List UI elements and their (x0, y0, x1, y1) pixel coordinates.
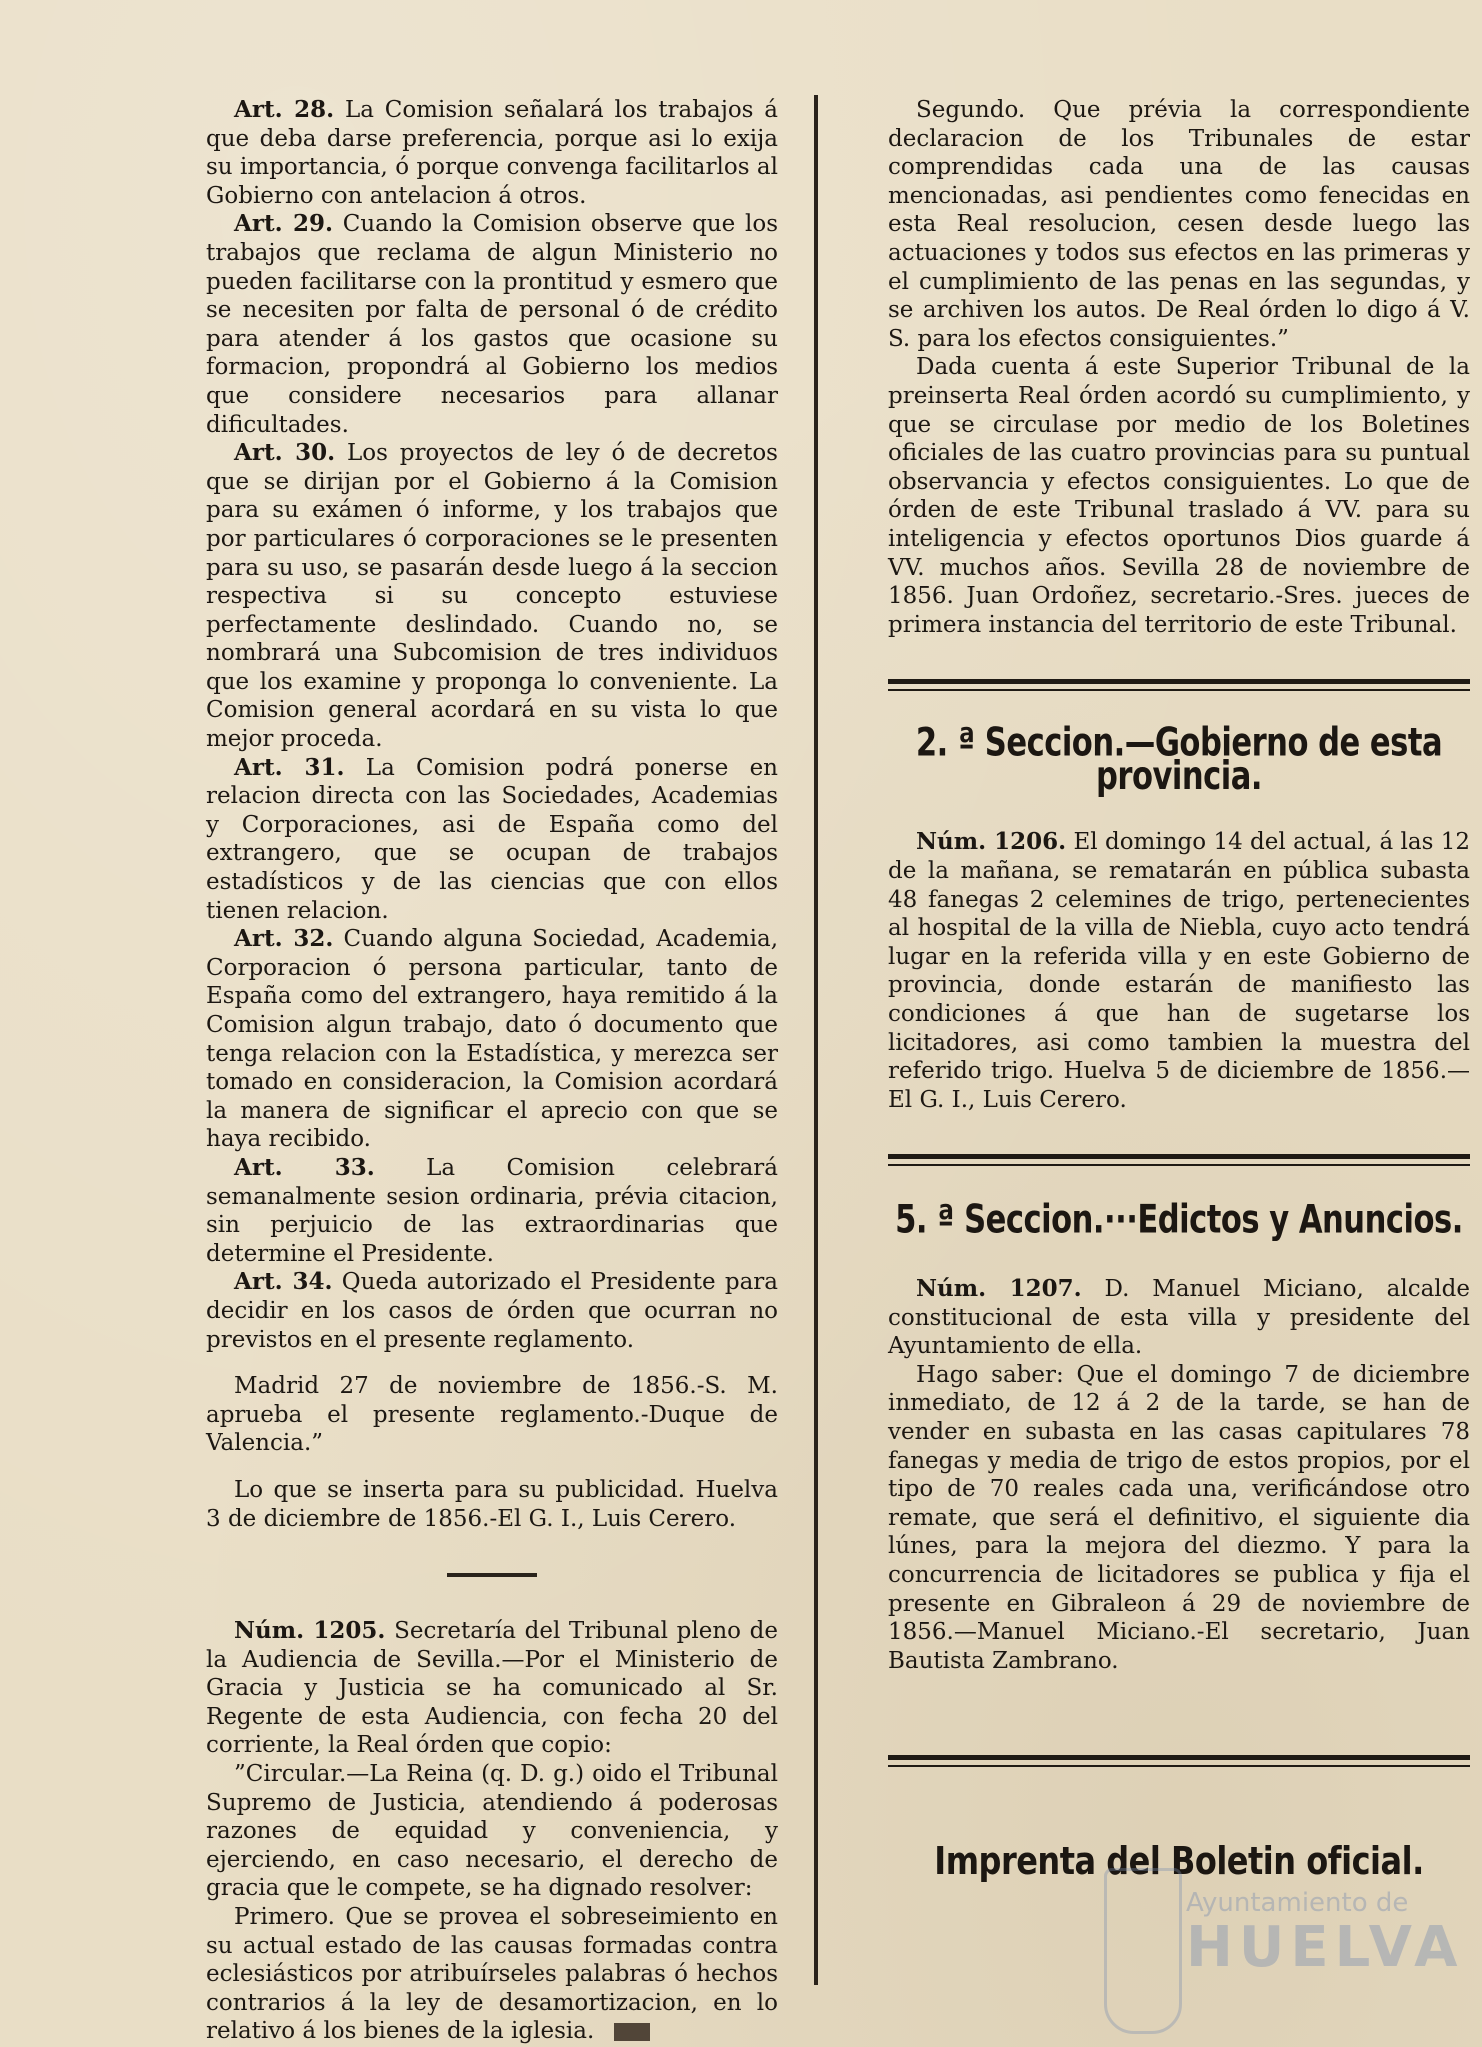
dada-cuenta-text: Dada cuenta á este Superior Tribunal de la preinserta Real órden acordó su cumplimiento, y que se circulase por medio de los Boletines oficiales de las cuatro provincias para su puntual observancia y efectos consiguientes. Lo que de órden de este Tribunal traslado á VV. para su inteligencia y efectos oportunos Dios guarde á VV. muchos años. Sevilla 28 de noviembre de 1856. Juan Ordoñez, secretario.-Sres. jueces de primera instancia del territorio de este Tribunal. (888, 354, 1470, 638)
section-5-title: 5. ª Seccion.···Edictos y Anuncios. (895, 1197, 1463, 1244)
section-rule (888, 679, 1470, 691)
notice-text: El domingo 14 del actual, á las 12 de la mañana, se rematarán en pública subasta 48 fanegas 2 celemines de trigo, pertenecientes al hospital de la villa de Niebla, cuyo acto tendrá lugar en la referida villa y en este Gobierno de provincia, donde estarán de manifiesto las condiciones á que han de sugetarse los licitadores, asi como tambien la muestra del referido trigo. Huelva 5 de diciembre de 1856.—El G. I., Luis Cerero. (888, 829, 1470, 1113)
segundo-text: Segundo. Que prévia la correspondiente declaracion de los Tribunales de estar comprendidas cada una de las causas mencionadas, asi pendientes como fenecidas en esta Real resolucion, cesen desde luego las actuaciones y todos sus efectos en las primeras y el cumplimiento de las penas en las segundas, y se archiven los autos. De Real órden lo digo á V. S. para los efectos consiguientes.” (888, 97, 1470, 352)
watermark (1186, 1888, 1463, 1978)
notice-text: Secretaría del Tribunal pleno de la Audiencia de Sevilla.—Por el Ministerio de Gracia y Justicia se ha comunicado al Sr. Regente de esta Audiencia, con fecha 20 del corriente, la Real órden que copio: (206, 1618, 778, 1759)
notice-number: Núm. 1207. (916, 1275, 1082, 1302)
primero-body: Primero. Que se provea el sobreseimiento en su actual estado de las causas formadas contra eclesiásticos por atribuírseles palabras ó hechos contrarios á la ley de desamortizacion, en lo relativo á los bienes de la iglesia. (206, 1904, 778, 2045)
section-2-title: 2. ª Seccion.—Gobierno de esta provincia. (915, 720, 1443, 799)
article-30 (206, 439, 778, 754)
madrid-approval: Madrid 27 de noviembre de 1856.-S. M. aprueba el presente reglamento.-Duque de Valencia.” (206, 1373, 778, 1457)
circular-text: ”Circular.—La Reina (q. D. g.) oido el Tribunal Supremo de Justicia, atendiendo á poderosas razones de equidad y conveniencia, y ejerciendo, en caso necesario, el derecho de gracia que le compete, se ha dignado resolver: (206, 1761, 778, 1902)
article-34 (206, 1268, 778, 1354)
ornament-icon (614, 2023, 650, 2041)
article-29 (206, 210, 778, 439)
notice-number: Núm. 1205. (234, 1617, 386, 1645)
publication-note: Lo que se inserta para su publicidad. Huelva 3 de diciembre de 1856.-El G. I., Luis Cerero. (206, 1476, 778, 1532)
watermark-line2: HUELVA (1186, 1915, 1464, 1980)
notice-text: D. Manuel Miciano, alcalde constitucional de esta villa y presidente del Ayuntamiento de ella. (888, 1276, 1470, 1360)
article-number: Art. 30. (234, 439, 336, 467)
article-number: Art. 29. (234, 210, 334, 238)
article-31 (206, 754, 778, 926)
section-rule (888, 1755, 1470, 1767)
article-number: Art. 32. (234, 925, 334, 953)
section-rule (888, 1154, 1470, 1166)
right-column (888, 96, 1470, 1885)
article-text: La Comision celebrará semanalmente sesion ordinaria, prévia citacion, sin perjuicio de las extraordinarias que determine el Presidente. (206, 1154, 779, 1267)
article-32 (206, 925, 778, 1154)
article-text: Cuando alguna Sociedad, Academia, Corporacion ó persona particular, tanto de España como del extrangero, haya remitido á la Comision algun trabajo, dato ó documento que tenga relacion con la Estadística, y merezca ser tomado en consideracion, la Comision acordará la manera de significar el aprecio con que se haya recibido. (206, 926, 779, 1153)
column-divider (814, 95, 818, 1985)
hago-saber-text: Hago saber: Que el domingo 7 de diciembre inmediato, de 12 á 2 de la tarde, se han de vender en subasta en las casas capitulares 78 fanegas y media de trigo de estos propios, por el tipo de 70 reales cada una, verificándose otro remate, que será el definitivo, el siguiente dia lúnes, para la mejora del diezmo. Y para la concurrencia de licitadores se publica y fija el presente en Gibraleon á 29 de noviembre de 1856.—Manuel Miciano.-El secretario, Juan Bautista Zambrano. (888, 1361, 1470, 1674)
article-text: La Comision señalará los trabajos á que deba darse preferencia, porque asi lo exija su importancia, ó porque convenga facilitarlos al Gobierno con antelacion á otros. (206, 97, 778, 209)
watermark-line1: Ayuntamiento de (1186, 1888, 1409, 1918)
city-seal-icon (1104, 1868, 1182, 2034)
article-text: Cuando la Comision observe que los trabajos que reclama de algun Ministerio no pueden facilitarse con la prontitud y esmero que se necesiten por falta de personal ó de crédito para atender á los gastos que ocasione su formacion, propondrá al Gobierno los medios que considere necesarios para allanar dificultades. (206, 211, 778, 438)
article-number: Art. 31. (234, 753, 345, 781)
notice-1205 (206, 1617, 778, 1760)
article-number: Art. 28. (234, 96, 335, 123)
left-column (206, 96, 778, 2046)
notice-number: Núm. 1206. (916, 828, 1067, 856)
article-number: Art. 34. (234, 1268, 333, 1296)
article-33 (206, 1154, 778, 1268)
article-number: Art. 33. (234, 1153, 375, 1181)
notice-1206 (888, 828, 1470, 1114)
primero-text (206, 1903, 778, 2046)
article-text: Queda autorizado el Presidente para decidir en los casos de órden que ocurran no previstos en el presente reglamento. (206, 1269, 778, 1353)
imprint-title: Imprenta del Boletin oficial. (934, 1838, 1424, 1885)
article-text: Los proyectos de ley ó de decretos que se dirijan por el Gobierno á la Comision para su exámen ó informe, y los trabajos que por particulares ó corporaciones se le presenten para su uso, se pasarán desde luego á la seccion respectiva si su concepto estuviese perfectamente deslindado. Cuando no, se nombrará una Subcomision de tres individuos que los examine y proponga lo conveniente. La Comision general acordará en su vista lo que mejor proceda. (206, 440, 778, 753)
article-text: La Comision podrá ponerse en relacion directa con las Sociedades, Academias y Corporaciones, asi de España como del extrangero, que se ocupan de trabajos estadísticos y de las ciencias que con ellos tienen relacion. (206, 754, 778, 924)
article-28 (206, 96, 778, 210)
notice-1207 (888, 1275, 1470, 1361)
